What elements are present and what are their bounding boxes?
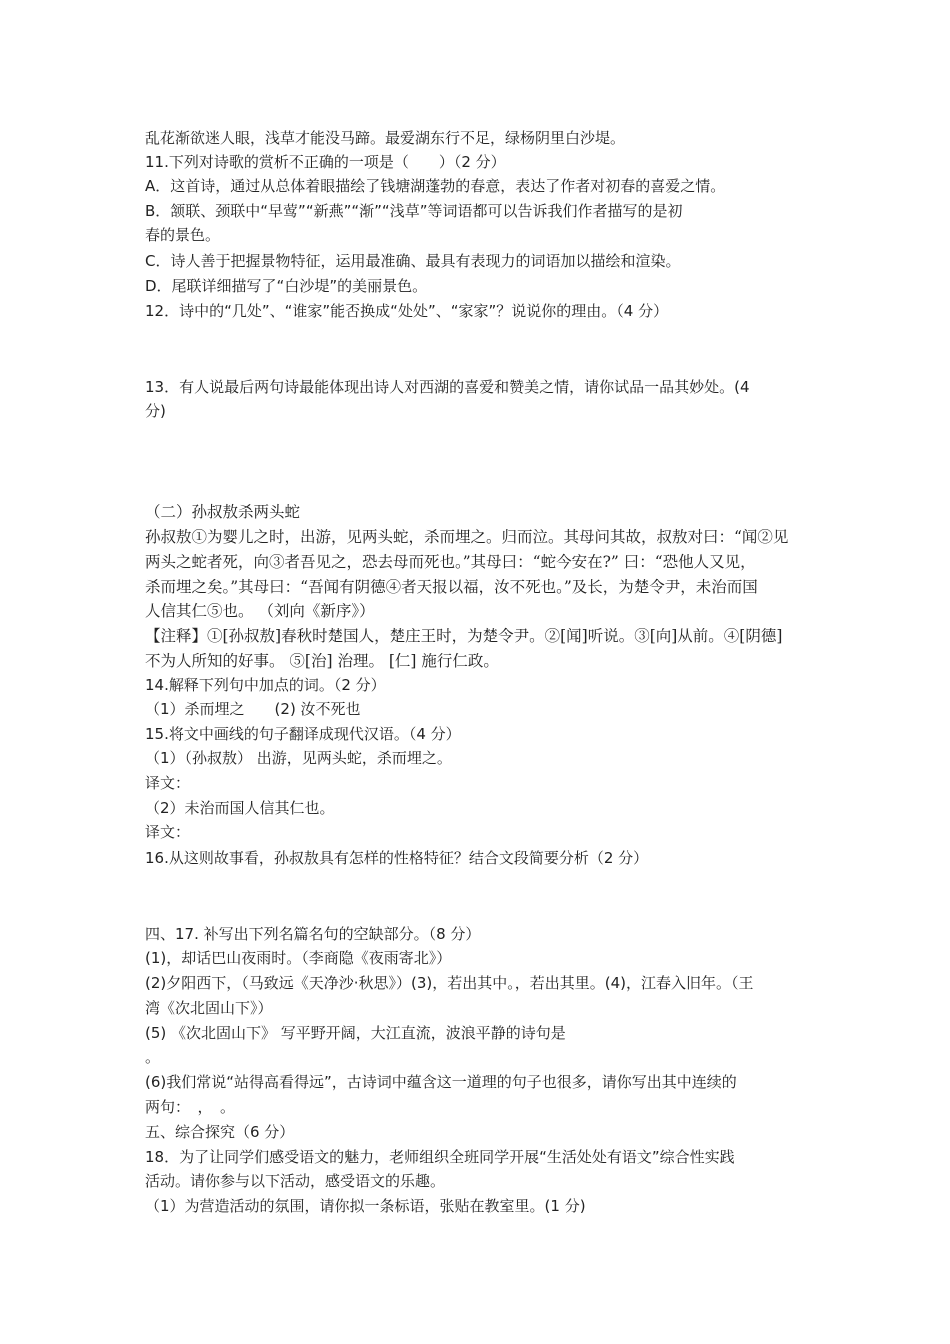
- passage-line1: 孙叔敖①为婴儿之时，出游，见两头蛇，杀而埋之。归而泣。其母问其故，叔敖对曰：“闻②见: [145, 528, 789, 546]
- q11-option-a: A．这首诗，通过从总体着眼描绘了钱塘湖蓬勃的春意，表达了作者对初春的喜爱之情。: [145, 177, 726, 195]
- annotation-line2: 不为人所知的好事。 ⑤[治] 治理。 [仁] 施行仁政。: [145, 652, 499, 670]
- q17-item5-end: 。: [145, 1048, 161, 1066]
- q15-sentence1: （1）（孙叔敖） 出游，见两头蛇，杀而埋之。: [145, 749, 452, 767]
- q17-item2-line1: (2)夕阳西下，（马致远《天净沙·秋思》）(3)，若出其中。，若出其里。(4)，江春入旧年。（王: [145, 974, 754, 992]
- section5-heading: 五、综合探究（6 分）: [145, 1123, 295, 1141]
- q17-item2-line2: 湾《次北固山下》）: [145, 999, 273, 1017]
- q15-translation2-label: 译文：: [145, 823, 191, 841]
- q17-item6-line2: 两句： ， 。: [145, 1098, 236, 1116]
- poem-last-line: 乱花渐欲迷人眼，浅草才能没马蹄。最爱湖东行不足，绿杨阴里白沙堤。: [145, 129, 626, 147]
- q17-stem: 四、17. 补写出下列名篇名句的空缺部分。（8 分）: [145, 925, 481, 943]
- q15-stem: 15.将文中画线的句子翻译成现代汉语。（4 分）: [145, 725, 461, 743]
- q11-option-b-line1: B．颔联、颈联中“早莺”“新燕”“渐”“浅草”等词语都可以告诉我们作者描写的是初: [145, 202, 683, 220]
- passage-line3: 杀而埋之矣。”其母曰：“吾闻有阴德④者天报以福，汝不死也。”及长，为楚令尹，未治而国: [145, 578, 758, 596]
- passage-line2: 两头之蛇者死，向③者吾见之，恐去母而死也。”其母曰：“蛇今安在?” 曰：“恐他人又见，: [145, 553, 756, 571]
- q15-translation1-label: 译文：: [145, 774, 191, 792]
- passage-heading: （二）孙叔敖杀两头蛇: [145, 503, 301, 521]
- q18-item1: （1）为营造活动的氛围，请你拟一条标语，张贴在教室里。(1 分): [145, 1197, 586, 1215]
- q14-stem: 14.解释下列句中加点的词。（2 分）: [145, 676, 386, 694]
- q17-item6-line1: (6)我们常说“站得高看得远”，古诗词中蕴含这一道理的句子也很多，请你写出其中连续的: [145, 1073, 737, 1091]
- q17-item5: (5) 《次北固山下》 写平野开阔，大江直流，波浪平静的诗句是: [145, 1024, 566, 1042]
- passage-line4: 人信其仁⑤也。 （刘向《新序》）: [145, 602, 375, 620]
- q13-line1: 13．有人说最后两句诗最能体现出诗人对西湖的喜爱和赞美之情，请你试品一品其妙处。(4: [145, 378, 750, 396]
- q18-line2: 活动。请你参与以下活动，感受语文的乐趣。: [145, 1172, 446, 1190]
- q17-item1: (1)，却话巴山夜雨时。（李商隐《夜雨寄北》）: [145, 949, 452, 967]
- q11-option-b-line2: 春的景色。: [145, 226, 221, 244]
- q12-stem: 12．诗中的“几处”、“谁家”能否换成“处处”、“家家”？说说你的理由。（4 分）: [145, 302, 669, 320]
- q18-line1: 18．为了让同学们感受语文的魅力，老师组织全班同学开展“生活处处有语文”综合性实践: [145, 1148, 735, 1166]
- annotation-line1: 【注释】①[孙叔敖]春秋时楚国人，楚庄王时，为楚令尹。②[闻]听说。③[向]从前。④[阴德]: [145, 627, 783, 645]
- q15-sentence2: （2）未治而国人信其仁也。: [145, 799, 335, 817]
- q11-stem: 11.下列对诗歌的赏析不正确的一项是（ ）（2 分）: [145, 153, 506, 171]
- q14-items: （1）杀而埋之 (2) 汝不死也: [145, 700, 361, 718]
- q13-line2: 分): [145, 402, 166, 420]
- q16-stem: 16.从这则故事看，孙叔敖具有怎样的性格特征？结合文段简要分析（2 分）: [145, 849, 649, 867]
- q11-option-d: D．尾联详细描写了“白沙堤”的美丽景色。: [145, 277, 428, 295]
- q11-option-c: C．诗人善于把握景物特征，运用最准确、最具有表现力的词语加以描绘和渲染。: [145, 252, 681, 270]
